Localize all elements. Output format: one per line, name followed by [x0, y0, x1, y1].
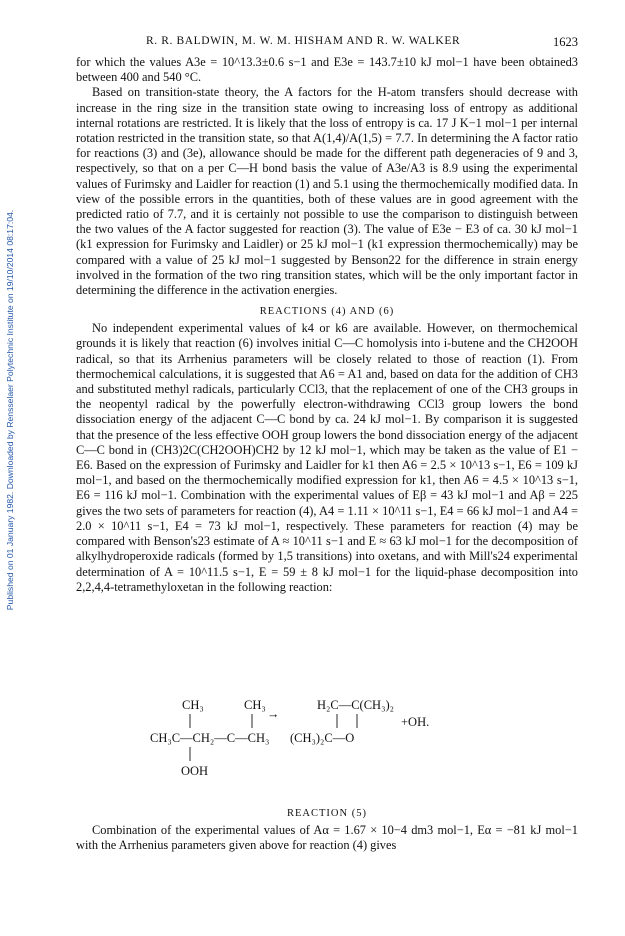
eq-plus-oh: +OH. — [401, 715, 430, 729]
paragraph-reaction-5: Combination of the experimental values of Aα = 1.67 × 10−4 dm3 mol−1, Eα = −81 kJ mol−1 with the Arrhenius parameters given above for reaction (4) gives — [76, 823, 578, 853]
main-text-top — [76, 55, 578, 595]
paragraph-continuation: for which the values A3e = 10^13.3±0.6 s−1 and E3e = 143.7±10 kJ mol−1 have been obtained3 between 400 and 540 °C. — [76, 55, 578, 85]
page-number: 1623 — [553, 35, 578, 49]
eq-product-top: H₂C—C(CH₃)₂ — [317, 698, 394, 712]
eq-product-bottom: (CH₃)₂C—O — [290, 731, 355, 745]
header-authors: R. R. BALDWIN, M. W. M. HISHAM AND R. W. WALKER — [146, 35, 461, 47]
eq-arrow: → — [267, 707, 280, 721]
paragraph-reactions-4-6: No independent experimental values of k4 or k6 are available. However, on thermochemical grounds it is likely that reaction (6) involves initial C—C homolysis into i-butene and the CH2OOH radical, so that its Arrhenius parameters will be closely related to those of reaction (1). From thermochemical calculations, it is suggested that A6 = A1 and, based on data for the addition of CH3 and substituted methyl radicals, particularly CCl3, that the replacement of one of the CH3 groups in the neopentyl radical by the powerfully electron-withdrawing CCl3 group lowers the bond dissociation energy of the adjacent C—C bond by ca. 24 kJ mol−1. By comparison it is suggested that the presence of the less effective OOH group lowers the bond dissociation energy of the adjacent C—C bond in (CH3)2C(CH2OOH)CH2 by 12 kJ mol−1, which may be taken as the value of E1 − E6. Based on the expression of Furimsky and Laidler for k1 then A6 = 2.5 × 10^13 s−1, E6 = 109 kJ mol−1, and based on the thermochemically modified expression for k1, then A6 = 4.5 × 10^13 s−1, E6 = 116 kJ mol−1. Combination with the experimental values of Eβ = 43 kJ mol−1 and Aβ = 225 gives the two sets of parameters for reaction (4), A4 = 1.11 × 10^11 s−1, E4 = 66 kJ mol−1 and A4 = 2.0 × 10^11 s−1, E4 = 73 kJ mol−1, respectively. These parameters for reaction (4) may be compared with Benson's23 estimate of A ≈ 10^11 s−1 and E ≈ 63 kJ mol−1 for the decomposition of alkylhydroperoxide radicals (formed by 1,5 transitions) into oxetans, and with Mill's24 experimental determination of A = 10^11.5 s−1, E = 59 ± 8 kJ mol−1 for the liquid-phase decomposition into 2,2,4,4-tetramethyloxetan in the following reaction: — [76, 321, 578, 594]
section-heading-reactions-4-6: REACTIONS (4) AND (6) — [259, 306, 395, 318]
section-heading-reaction-5: REACTION (5) — [287, 808, 367, 819]
eq-ch3-left: CH₃ — [182, 698, 204, 712]
paragraph-transition-state: Based on transition-state theory, the A factors for the H-atom transfers should decrease with increase in the ring size in the transition state owing to increasing loss of entropy as additional internal rotations are restricted. It is likely that the loss of entropy is ca. 17 J K−1 mol−1 per internal rotation restricted in the transition state, so that A(1,4)/A(1,5) = 7.7. In determining the A factor ratio for reactions (3) and (3e), allowance should be made for the different path degeneracies of 9 and 3, respectively, so that on a per C—H bond basis the value of A3e/A3 is 8.9 using the experimental values of Furimsky and Laidler for reaction (1) and 5.1 using the thermochemically modified data. In view of the possible errors in the quantities, both of these values are in good agreement with the predicted ratio of 7.7, and it is certainly not possible to use the comparison to distinguish between the two values of the A factor suggested for reaction (3). The value of E3e − E3 of ca. 30 kJ mol−1 (k1 expression for Furimsky and Laidler) or 25 kJ mol−1 (k1 expression thermochemically) may be compared with a value of 25 kJ mol−1 suggested by Benson22 for the difference in strain energy involved in the formation of the two ring transition states, which will be the only important factor in determining the difference in the activation energies. — [76, 85, 579, 298]
eq-reactant-chain: CH₃C—CH₂—C—CH₃ — [150, 731, 270, 745]
main-text-bottom — [76, 808, 578, 853]
running-header — [76, 35, 578, 51]
eq-ch3-right: CH₃ — [244, 698, 266, 712]
eq-ooh: OOH — [181, 764, 209, 778]
download-watermark — [4, 120, 16, 700]
download-watermark-text: Published on 01 January 1982. Downloaded by Rensselaer Polytechnic Institute on 19/10/2014 08:17:04. — [5, 209, 15, 611]
